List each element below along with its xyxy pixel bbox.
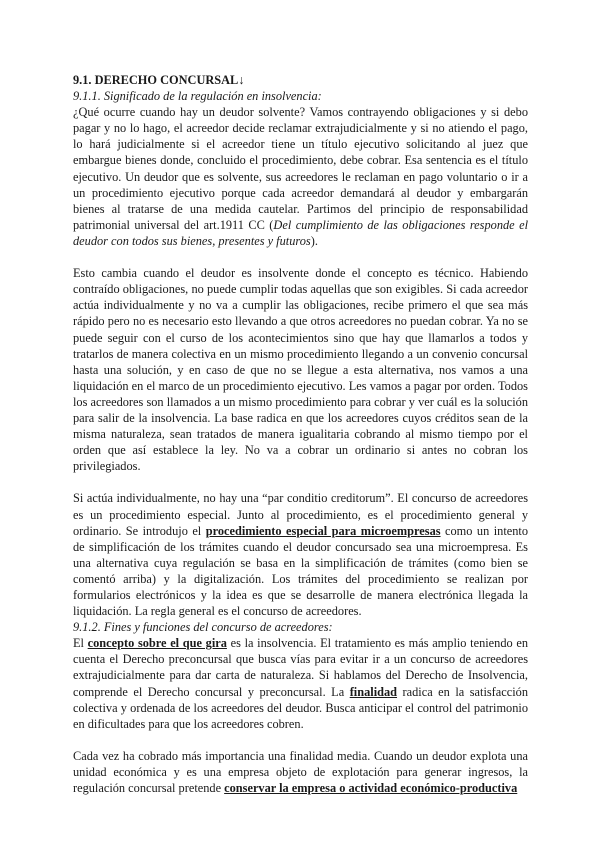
- paragraph-end: ).: [310, 233, 318, 248]
- paragraph-finalidad-media: [73, 748, 528, 796]
- paragraph-text: El: [73, 636, 88, 651]
- paragraph-solvent-debtor: [73, 104, 528, 249]
- subsection-title-2: 9.1.2. Fines y funciones del concurso de acreedores:: [73, 620, 333, 635]
- section-title: [73, 72, 528, 88]
- paragraph-insolvent-debtor: Esto cambia cuando el deudor es insolvente donde el concepto es técnico. Habiendo contraído obligaciones, no puede cumplir todas aquellas que son exigibles. Si cada acreedor actúa individualmente y no va a cumplir las obligaciones, recibe primero el que sea más rápido pero no es necesario esto llevando a que otros acreedores no puedan cobrar. Ya no se puede seguir con el curso de los acontecimientos sino que hay que llamarlos a todos y tratarlos de manera colectiva en un mismo procedimiento llegando a un convenio concursal hasta una solución, y en caso de que no se llegue a esta alternativa, nos vamos a una liquidación en el marco de un procedimiento ejecutivo. Les vamos a pagar por orden. Todos los acreedores son llamados a un mismo procedimiento para cobrar y ver cuál es la solución para salir de la insolvencia. La base radica en que los acreedores cuyos créditos sean de la misma naturaleza, sean tratados de manera igualitaria cobrando al mismo tiempo por el orden que así establece la ley. No va a cobrar un ordinario si antes no cobran los privilegiados.: [73, 266, 528, 474]
- emphasis-microempresas: procedimiento especial para microempresas: [205, 523, 441, 538]
- emphasis-concepto: concepto sobre el que gira: [87, 636, 227, 651]
- paragraph-par-conditio: [73, 490, 528, 619]
- down-arrow-icon: ↓: [238, 73, 245, 87]
- paragraph-text: ¿Qué ocurre cuando hay un deudor solvente? Vamos contrayendo obligaciones y si debo pagar y no lo hago, el acreedor decide reclamar extrajudicialmente y si no atiendo el pago, lo hará judicialmente si el acreedor tiene un título ejecutivo solicitando al juez que embargue bienes donde, concluido el procedimiento, debe cobrar. Esa sentencia es el título ejecutivo. Un deudor que es solvente, sus acreedores le reclaman en pago voluntario o ir a un procedimiento ejecutivo porque cada acreedor demandará al deudor y embargarán bienes al tratarse de una medida cautelar. Partimos del principio de responsabilidad patrimonial universal del art.1911 CC (: [73, 105, 528, 232]
- emphasis-finalidad: finalidad: [349, 684, 398, 699]
- paragraph-text: radica en la satisfacción colectiva y ordenada de los acreedores del deudor. Busca anticipar el control del patrimonio en dificultades para que los acreedores cobren.: [73, 684, 529, 731]
- paragraph-text: Si actúa individualmente, no hay una “par conditio creditorum”. El concurso de acreedores es un procedimiento especial. Junto al procedimiento, es el procedimiento general y ordinario. Se introdujo el: [73, 491, 528, 538]
- emphasis-conservar-empresa: conservar la empresa o actividad económico-productiva: [224, 781, 518, 796]
- section-title-text: 9.1. DERECHO CONCURSAL: [73, 73, 239, 87]
- italic-quote: Del cumplimiento de las obligaciones responde el deudor con todos sus bienes, presentes y futuros: [73, 217, 528, 248]
- subsection-title-1: 9.1.1. Significado de la regulación en insolvencia:: [73, 89, 322, 104]
- paragraph-text: es la insolvencia. El tratamiento es más amplio teniendo en cuenta el Derecho preconcursal que busca vías para evitar ir a un concurso de acreedores extrajudicialmente para dar carta de naturaleza. Si hablamos del Derecho de Insolvencia, comprende el Derecho concursal y preconcursal. La: [73, 636, 528, 699]
- paragraph-concepto: [73, 635, 528, 732]
- paragraph-text: como un intento de simplificación de los trámites cuando el deudor concursado sea una microempresa. Es una alternativa cuya regulación se basa en la simplificación de trámites (como bien se comentó arriba) y la digitalización. Los trámites del procedimiento se realizan por formularios electrónicos y la idea es que se desarrolle de manera electrónica llegada la liquidación. La regla general es el concurso de acreedores.: [73, 523, 529, 619]
- paragraph-text: Cada vez ha cobrado más importancia una finalidad media. Cuando un deudor explota una unidad económica y es una empresa objeto de explotación para generar ingresos, la regulación concursal pretende: [73, 748, 528, 796]
